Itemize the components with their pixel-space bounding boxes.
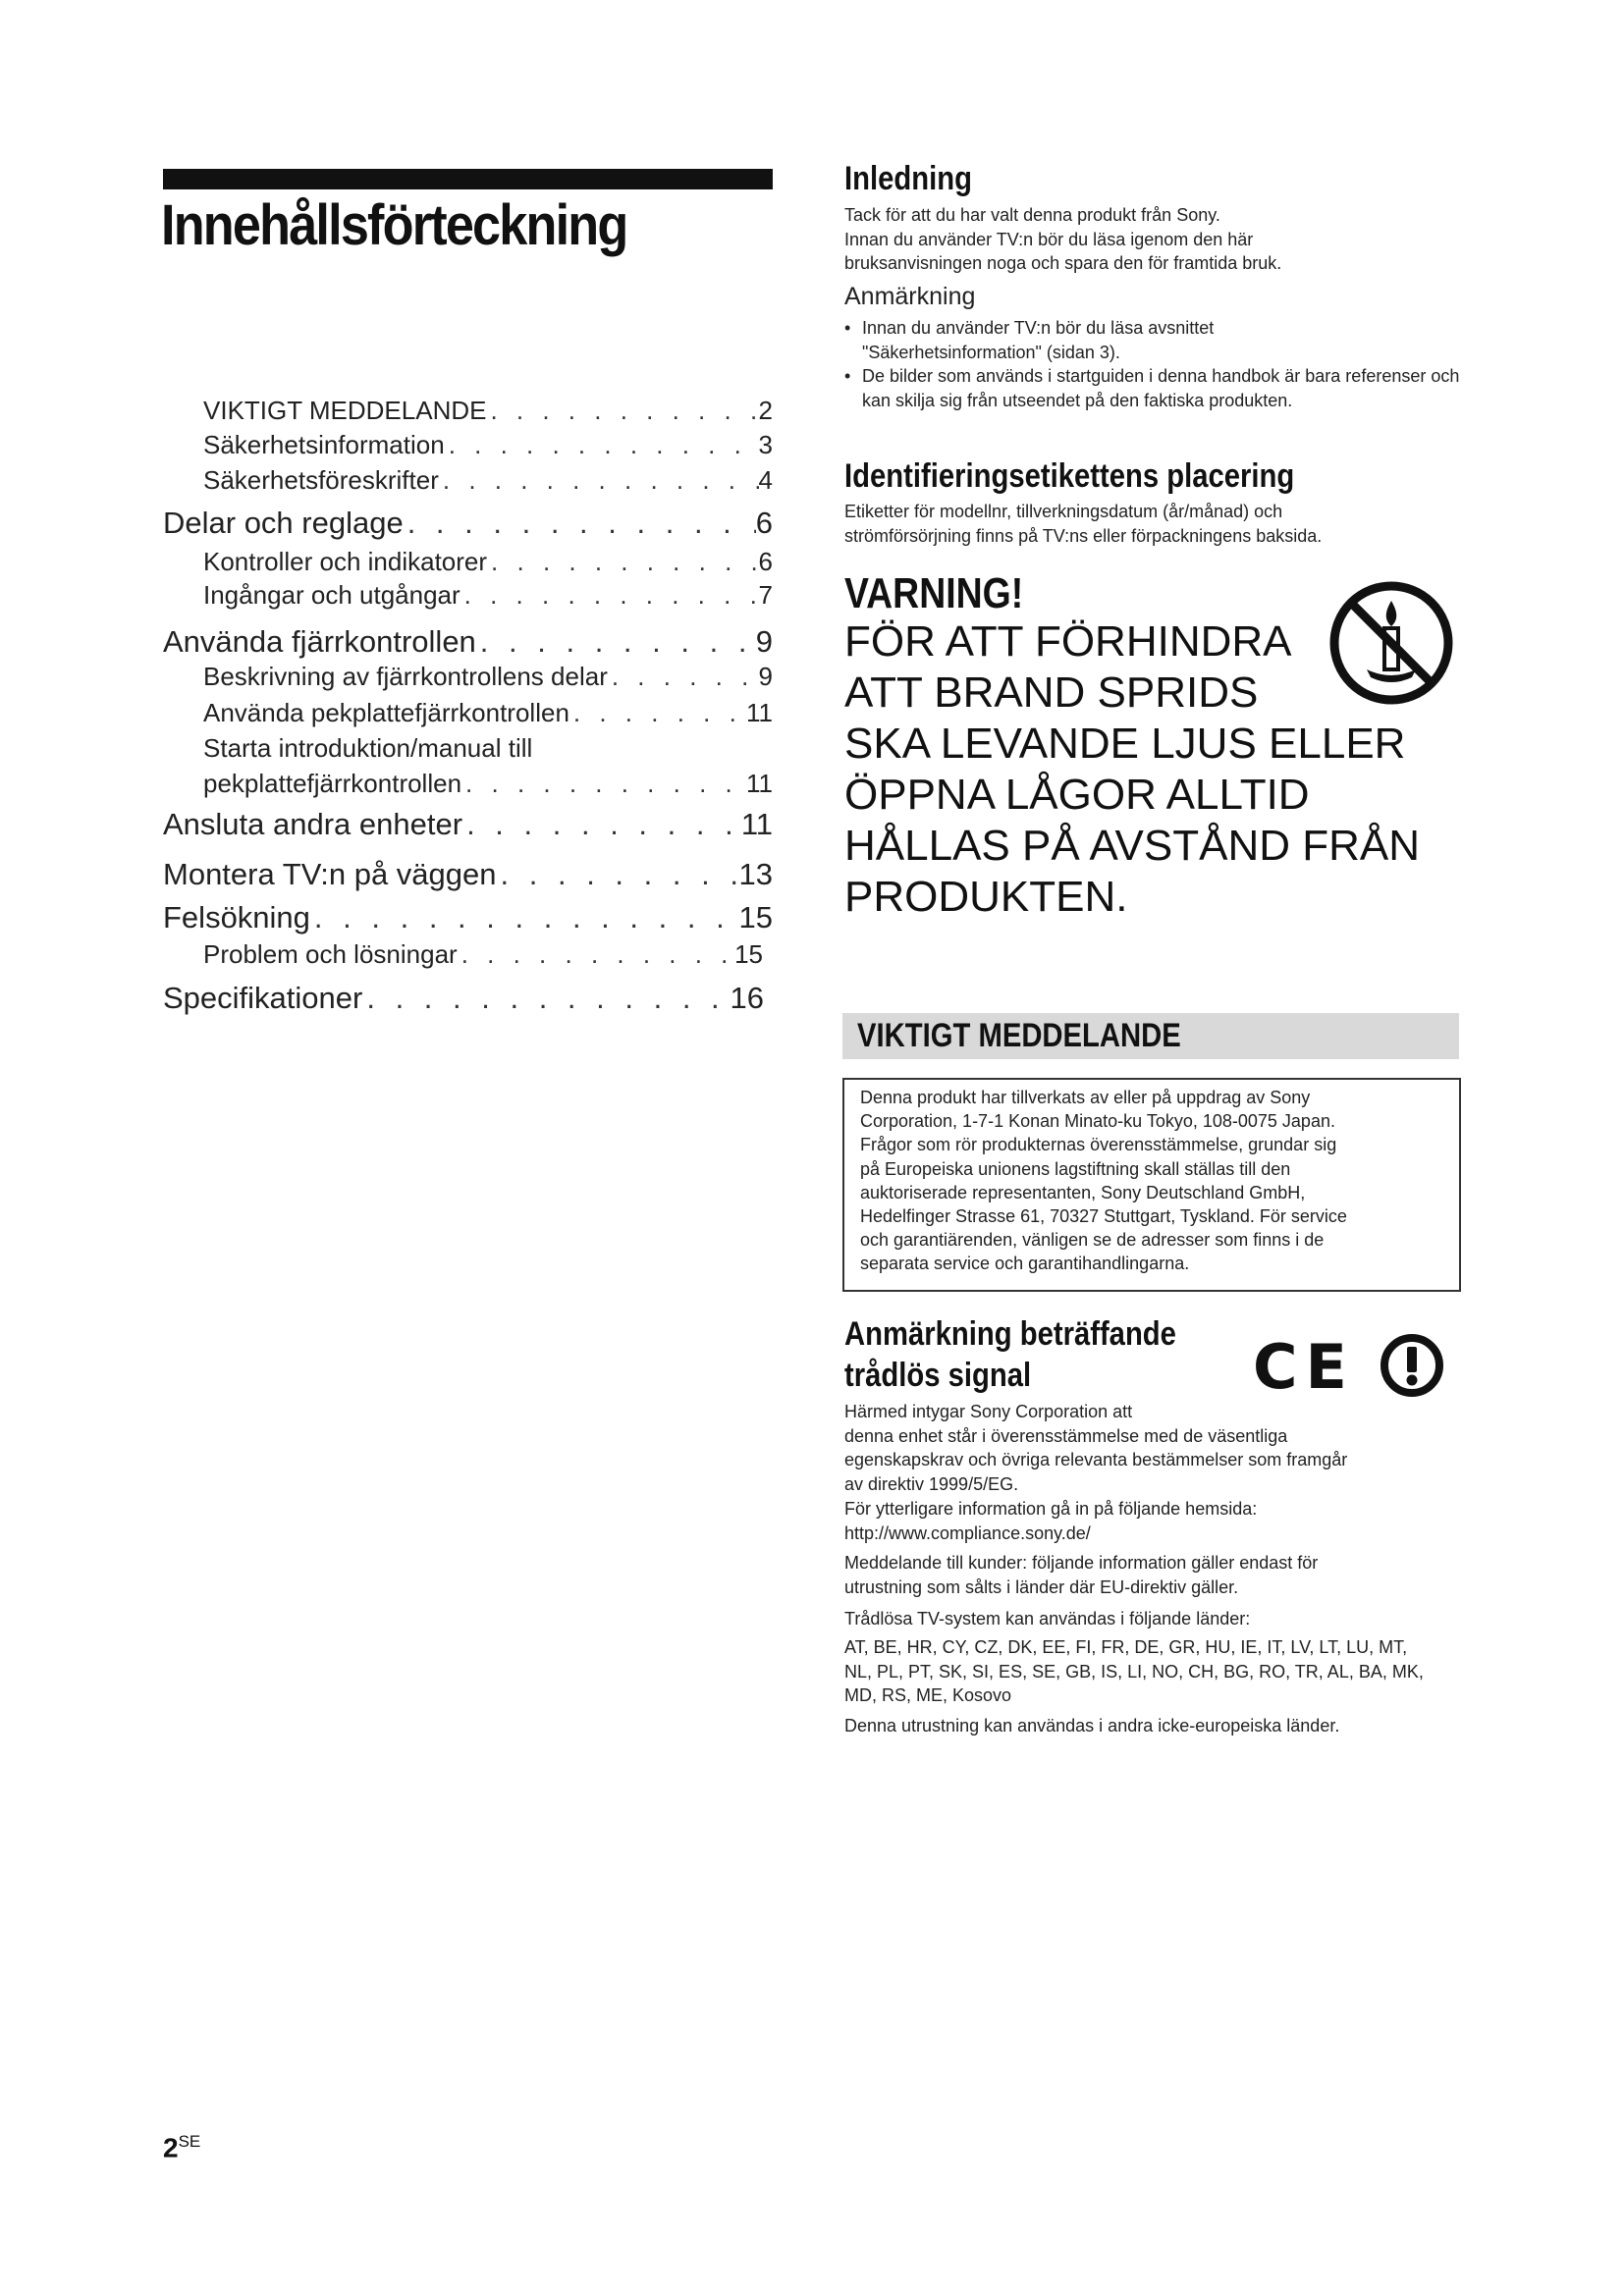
toc-entry-label: Kontroller och indikatorer [203, 547, 488, 576]
wireless-heading-line2: trådlös signal [844, 1357, 1032, 1394]
warning-line: HÅLLAS PÅ AVSTÅND FRÅN [844, 822, 1421, 870]
toc-entry-label: Säkerhetsinformation [203, 430, 445, 459]
label-text [844, 500, 1473, 548]
toc-entry-page: 13 [738, 857, 773, 891]
warning-title: VARNING! [844, 569, 1024, 617]
toc-entry-label: Delar och reglage [163, 506, 404, 540]
toc-entry-page: 3 [758, 430, 773, 459]
toc-entry[interactable] [163, 857, 773, 892]
toc-entry[interactable] [163, 506, 773, 541]
wireless-paragraph: Meddelande till kunder: följande information gäller endast för utrustning som sålts i länder där EU-direktiv gäller. [844, 1553, 1319, 1597]
note-bullet-text: Innan du använder TV:n bör du läsa avsnittet "Säkerhetsinformation" (sidan 3). [862, 318, 1215, 362]
toc-entry-label: Ansluta andra enheter [163, 807, 463, 841]
notice-line: Corporation, 1-7-1 Konan Minato-ku Tokyo, 108-0075 Japan. [860, 1111, 1335, 1132]
notice-line: och garantiärenden, vänligen se de adresser som finns i de [860, 1230, 1325, 1251]
toc-entry-page: 4 [758, 465, 773, 495]
notice-line: på Europeiska unionens lagstiftning skall ställas till den [860, 1158, 1291, 1179]
warning-line: SKA LEVANDE LJUS ELLER [844, 720, 1406, 768]
note-bullet [844, 364, 1463, 412]
toc-entry-label: VIKTIGT MEDDELANDE [203, 396, 487, 425]
notice-line: Frågor som rör produkternas överensstämmelse, grundar sig [860, 1135, 1337, 1155]
intro-heading: Inledning [844, 160, 972, 197]
warning-line: ÖPPNA LÅGOR ALLTID [844, 771, 1310, 819]
warning-line: PRODUKTEN. [844, 873, 1128, 921]
toc-entry-label: Starta introduktion/manual till [203, 733, 533, 763]
notice-line: auktoriserade representanten, Sony Deutschland GmbH, [860, 1182, 1306, 1202]
page-number-suffix: SE [178, 2132, 201, 2151]
toc-entry-label: pekplattefjärrkontrollen [203, 769, 462, 798]
no-open-flame-icon [1327, 579, 1455, 707]
toc-entry[interactable] [203, 547, 773, 577]
toc-entry-label: Problem och lösningar [203, 939, 458, 969]
page-number-value: 2 [163, 2132, 179, 2163]
wireless-country-list: AT, BE, HR, CY, CZ, DK, EE, FI, FR, DE, GR, HU, IE, IT, LV, LT, LU, MT, NL, PL, PT, SK, SI, ES, SE, GB, IS, LI, NO, CH, BG, RO, TR, AL, BA, MK, MD, RS, ME, Kosovo [844, 1637, 1424, 1705]
wireless-paragraph: Härmed intygar Sony Corporation att denna enhet står i överensstämmelse med de väsentliga egenskapskrav och övriga relevanta bestämmelser som framgår av direktiv 1999/5/EG. [844, 1402, 1348, 1494]
toc-entry-label: Montera TV:n på väggen [163, 857, 497, 891]
notice-text [860, 1086, 1449, 1276]
toc-entry-label: Använda fjärrkontrollen [163, 624, 476, 659]
page-number [163, 2132, 200, 2163]
toc-entry-label: Specifikationer [163, 981, 363, 1015]
note-bullet [844, 316, 1284, 364]
toc-entry-page: 11 [746, 698, 773, 727]
toc-entry-page: 15 [738, 900, 773, 934]
note-bullet-text: De bilder som används i startguiden i denna handbok är bara referenser och kan skilja sig från utseendet på den faktiska produkten. [862, 366, 1460, 410]
toc-entry-page: 15 [734, 939, 763, 969]
intro-line: bruksanvisningen noga och spara den för framtida bruk. [844, 253, 1282, 273]
wireless-paragraph: Trådlösa TV-system kan användas i följande länder: [844, 1609, 1251, 1629]
page-title: Innehållsförteckning [161, 193, 627, 257]
toc-entry[interactable] [203, 396, 773, 426]
warning-line: ATT BRAND SPRIDS [844, 668, 1259, 717]
wireless-paragraph: Denna utrustning kan användas i andra icke-europeiska länder. [844, 1716, 1340, 1735]
toc-entry[interactable] [203, 580, 773, 611]
notice-line: separata service och garantihandlingarna. [860, 1254, 1190, 1274]
toc-entry[interactable] [203, 939, 763, 970]
bullet-icon: • [844, 366, 851, 386]
toc-entry[interactable] [163, 900, 773, 935]
bullet-icon: • [844, 318, 851, 338]
toc-entry-page: 11 [746, 769, 773, 798]
toc-entry-page: 9 [755, 624, 773, 659]
toc-entry-page: 11 [740, 807, 773, 841]
notice-line: Hedelfinger Strasse 61, 70327 Stuttgart, Tyskland. För service [860, 1206, 1347, 1227]
toc-entry-label: Använda pekplattefjärrkontrollen [203, 698, 569, 727]
toc-entry-label: Beskrivning av fjärrkontrollens delar [203, 662, 608, 691]
toc-entry-label: Ingångar och utgångar [203, 580, 460, 610]
label-line: Etiketter för modellnr, tillverkningsdatum (år/månad) och [844, 502, 1283, 521]
notice-heading: VIKTIGT MEDDELANDE [857, 1017, 1181, 1054]
note-heading: Anmärkning [844, 283, 976, 310]
toc-entry[interactable] [203, 465, 773, 496]
toc-entry[interactable] [203, 662, 773, 692]
toc-entry-page: 9 [758, 662, 773, 691]
toc-entry-page: 16 [730, 981, 764, 1015]
toc-entry[interactable] [203, 769, 773, 799]
intro-text [844, 203, 1453, 276]
intro-line: Tack för att du har valt denna produkt från Sony. [844, 205, 1220, 225]
toc-entry-page: 7 [758, 580, 773, 610]
toc-entry-page: 2 [758, 396, 773, 425]
wireless-paragraph: För ytterligare information gå in på följande hemsida: http://www.compliance.sony.de/ [844, 1499, 1258, 1543]
toc-entry-page: 6 [755, 506, 773, 540]
wireless-heading-line1: Anmärkning beträffande [844, 1315, 1176, 1353]
toc-entry[interactable] [203, 698, 773, 728]
alert-mark-icon [1380, 1333, 1444, 1398]
toc-entry[interactable] [203, 733, 773, 764]
toc-entry[interactable] [163, 807, 773, 842]
warning-line: FÖR ATT FÖRHINDRA [844, 617, 1292, 666]
label-line: strömförsörjning finns på TV:ns eller förpackningens baksida. [844, 525, 1323, 546]
notice-line: Denna produkt har tillverkats av eller på uppdrag av Sony [860, 1088, 1311, 1107]
title-rule [163, 169, 773, 189]
toc-entry-label: Felsökning [163, 900, 310, 934]
ce-mark: CE [1253, 1331, 1355, 1403]
toc-entry[interactable] [163, 981, 764, 1016]
toc-entry-label: Säkerhetsföreskrifter [203, 465, 439, 495]
toc-entry[interactable] [203, 430, 773, 460]
toc-entry[interactable] [163, 624, 773, 660]
label-heading: Identifieringsetikettens placering [844, 457, 1295, 495]
toc-entry-page: 6 [758, 547, 773, 576]
intro-line: Innan du använder TV:n bör du läsa igenom den här [844, 229, 1254, 249]
